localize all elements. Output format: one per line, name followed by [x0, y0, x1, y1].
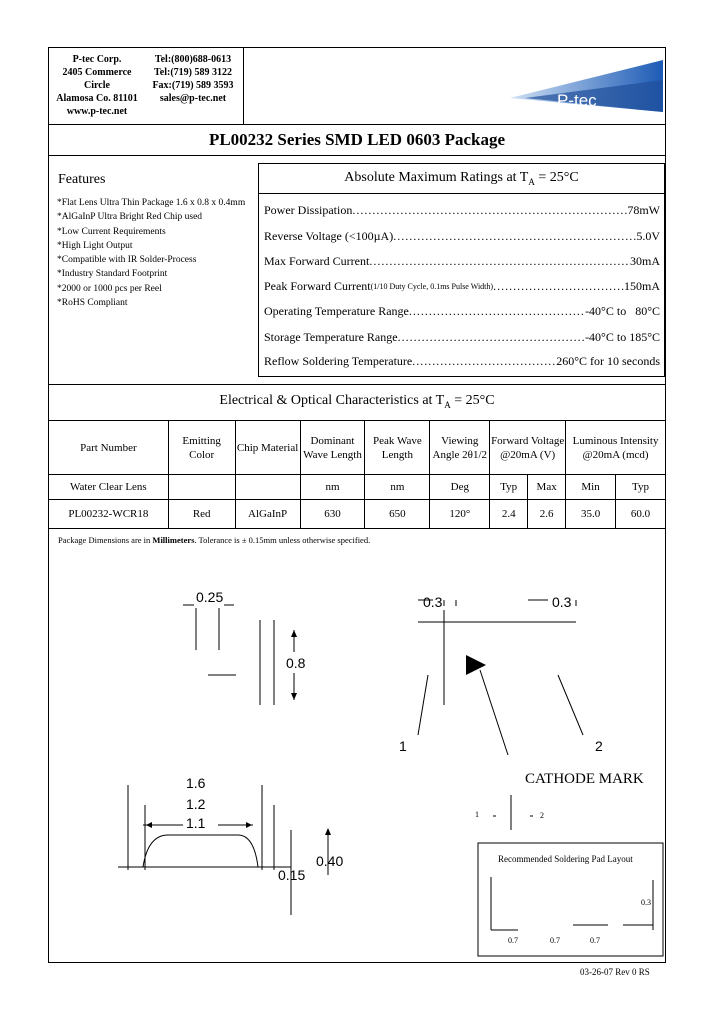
cell — [235, 475, 300, 500]
cell: AlGaInP — [235, 500, 300, 529]
table-row — [49, 500, 666, 529]
pad-layout-title: Recommended Soldering Pad Layout — [498, 854, 633, 864]
feature-item: *2000 or 1000 pcs per Reel — [57, 283, 162, 294]
header-divider — [48, 124, 666, 125]
cell: Red — [168, 500, 235, 529]
dim-1-6: 1.6 — [186, 775, 206, 791]
feature-item: *RoHS Compliant — [57, 298, 128, 309]
pin-2-small: 2 — [540, 811, 544, 820]
eo-table — [48, 420, 666, 529]
dim-0-3-left: 0.3 — [423, 594, 443, 610]
col-dominant: Dominant Wave Length — [300, 421, 365, 475]
col-peak: Peak Wave Length — [365, 421, 430, 475]
col-forward: Forward Voltage @20mA (V) — [490, 421, 566, 475]
features-heading: Features — [58, 172, 106, 187]
dim-0-25: 0.25 — [196, 589, 224, 605]
col-color: Emitting Color — [168, 421, 235, 475]
rating-row: Reflow Soldering Temperature ..... 260°C for 10 seconds — [264, 354, 660, 369]
cell: Max — [528, 475, 566, 500]
pin-1-label: 1 — [399, 738, 407, 754]
rating-row: Operating Temperature Range ..... -40°C to 80°C — [264, 304, 660, 319]
cell: Min — [566, 475, 616, 500]
cell: nm — [365, 475, 430, 500]
rating-row: Storage Temperature Range ..... -40°C to 185°C — [264, 330, 660, 345]
cell: 2.6 — [528, 500, 566, 529]
package-note: Package Dimensions are in Millimeters. Tolerance is ± 0.15mm unless otherwise specified. — [58, 535, 371, 545]
col-part: Part Number — [49, 421, 169, 475]
cell: 120° — [430, 500, 490, 529]
company-tel: Tel:(800)688-0613 — [154, 54, 232, 65]
cell: 35.0 — [566, 500, 616, 529]
rating-row: Peak Forward Current (1/10 Duty Cycle, 0.1ms Pulse Width) ..... 150mA — [264, 279, 660, 294]
logo-text: P-tec — [557, 91, 597, 110]
company-tel2: Tel:(719) 589 3122 — [154, 67, 232, 78]
cell: PL00232-WCR18 — [49, 500, 169, 529]
ratings-heading: Absolute Maximum Ratings at $T_A = 25^\circ C$ — [344, 170, 579, 187]
feature-item: *Low Current Requirements — [57, 226, 166, 237]
title-divider — [48, 155, 666, 156]
cell: 2.4 — [490, 500, 528, 529]
feature-item: *Industry Standard Footprint — [57, 269, 168, 280]
company-address-line1: 2405 Commerce Circle — [62, 67, 132, 91]
dim-0-3-right: 0.3 — [552, 594, 572, 610]
features-list — [57, 196, 245, 310]
pad-dim-0-7-c: 0.7 — [590, 936, 600, 945]
cell: Typ — [490, 475, 528, 500]
cell: 630 — [300, 500, 365, 529]
dim-1-2: 1.2 — [186, 796, 206, 812]
table-row — [49, 475, 666, 500]
feature-item: *AlGaInP Ultra Bright Red Chip used — [57, 212, 203, 223]
rating-row: Max Forward Current ..... 30mA — [264, 254, 660, 269]
cell: Typ — [616, 475, 666, 500]
cathode-mark-label: CATHODE MARK — [525, 771, 644, 787]
feature-item: *Flat Lens Ultra Thin Package 1.6 x 0.8 x 0.4mm — [57, 198, 246, 208]
ptec-logo — [505, 50, 665, 122]
pin-1-small: 1 — [475, 810, 479, 819]
ratings-divider — [48, 384, 666, 385]
dim-0-15: 0.15 — [278, 867, 306, 883]
company-web: www.p-tec.net — [66, 106, 128, 117]
pad-dim-0-7-a: 0.7 — [508, 936, 518, 945]
col-lum: Luminous Intensity @20mA (mcd) — [566, 421, 666, 475]
rating-row: Power Dissipation ..... 78mW — [264, 203, 660, 218]
cell: 650 — [365, 500, 430, 529]
dim-0-8: 0.8 — [286, 655, 306, 671]
company-contacts — [148, 53, 238, 105]
col-chip: Chip Material — [235, 421, 300, 475]
company-address-line2: Alamosa Co. 81101 — [56, 93, 138, 104]
page-title: PL00232 Series SMD LED 0603 Package — [208, 130, 506, 149]
company-name: P-tec Corp. — [72, 54, 122, 65]
cell: nm — [300, 475, 365, 500]
cell: Deg — [430, 475, 490, 500]
ratings-head-rule — [258, 193, 665, 194]
package-drawing — [48, 540, 666, 960]
feature-item: *Compatible with IR Solder-Process — [57, 255, 197, 266]
eo-heading: Electrical & Optical Characteristics at $T_A = 25^\circ C$ — [219, 393, 495, 410]
pad-dim-0-3: 0.3 — [641, 898, 651, 907]
header-split — [243, 47, 244, 124]
col-angle: Viewing Angle 2θ1/2 — [430, 421, 490, 475]
cell-lens: Water Clear Lens — [49, 475, 169, 500]
table-header-row — [49, 421, 666, 475]
company-fax: Fax:(719) 589 3593 — [152, 80, 234, 91]
pad-dim-0-7-b: 0.7 — [550, 936, 560, 945]
cell — [168, 475, 235, 500]
revision-footer: 03-26-07 Rev 0 RS — [580, 967, 650, 977]
cell: 60.0 — [616, 500, 666, 529]
pin-2-label: 2 — [595, 738, 603, 754]
rating-row: Reverse Voltage (<100µA) ..... 5.0V — [264, 229, 660, 244]
dim-0-40: 0.40 — [316, 853, 344, 869]
company-email: sales@p-tec.net — [159, 93, 227, 104]
company-address — [52, 53, 142, 118]
dim-1-1: 1.1 — [186, 815, 206, 831]
feature-item: *High Light Output — [57, 240, 133, 251]
